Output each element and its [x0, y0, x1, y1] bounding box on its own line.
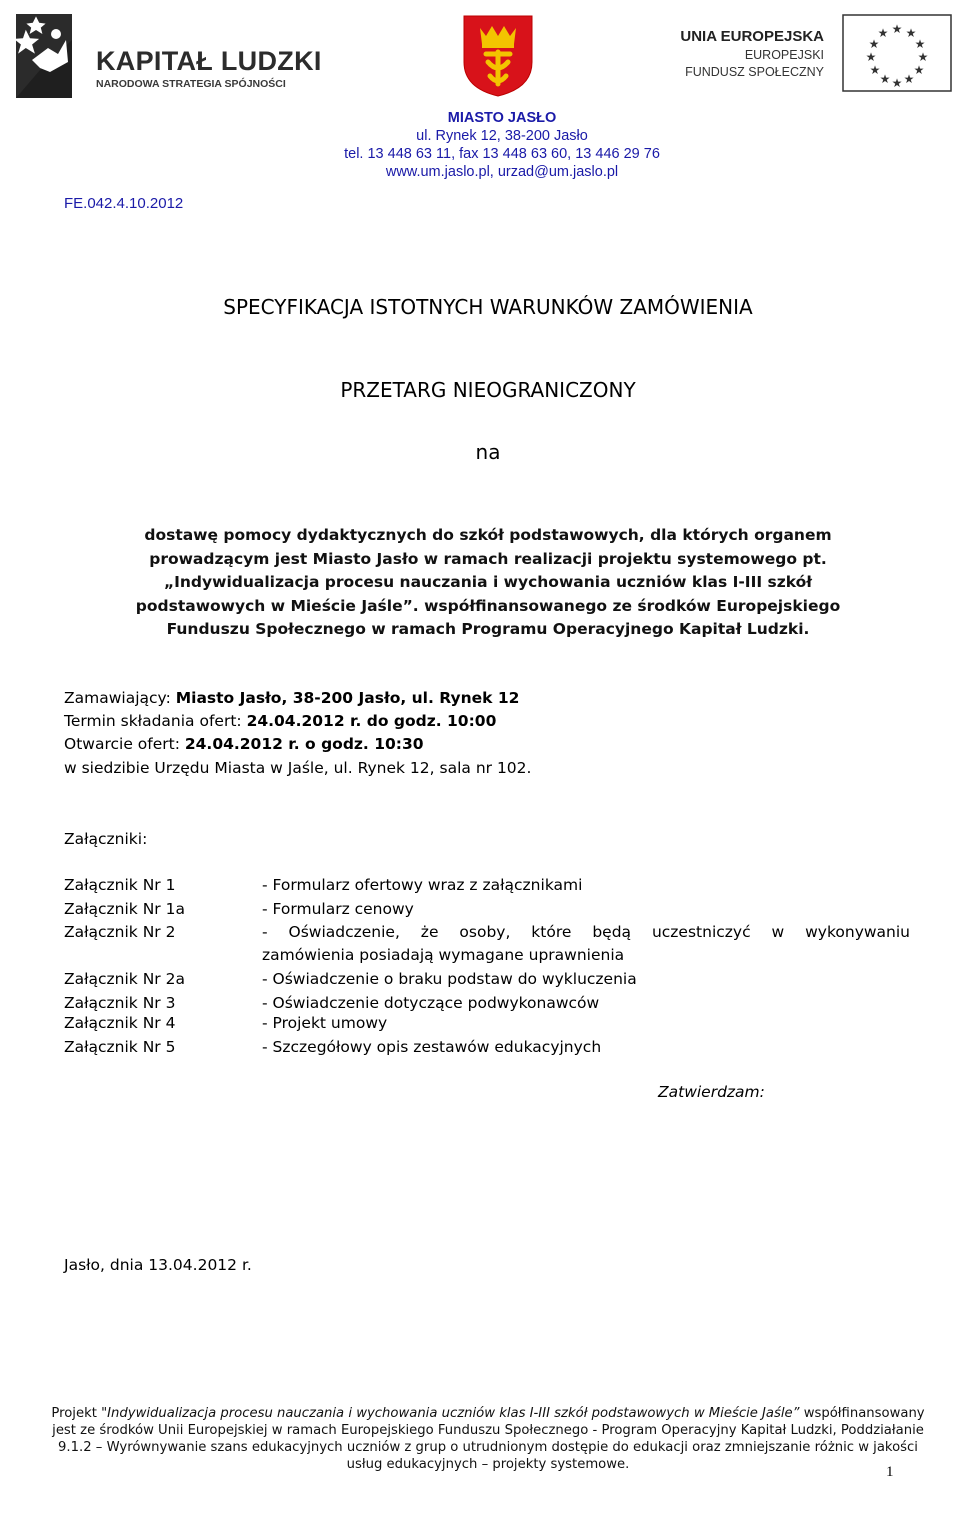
attachment-desc: - Oświadczenie o braku podstaw do wykluczenia — [262, 970, 637, 988]
attachment-name: Załącznik Nr 1 — [64, 876, 176, 894]
attachment-name: Załącznik Nr 3 — [64, 994, 176, 1012]
deadline-line — [64, 710, 496, 732]
footer-text: Projekt " — [51, 1406, 108, 1421]
svg-text:★: ★ — [891, 22, 903, 36]
svg-text:★: ★ — [877, 26, 889, 40]
eu-logo-line2: EUROPEJSKI — [744, 48, 824, 62]
footer-project-title: Indywidualizacja procesu nauczania i wychowania uczniów klas I-III szkół podstawowych w Mieście Jaśle” — [107, 1406, 800, 1421]
svg-text:★: ★ — [869, 63, 881, 77]
deadline-value: 24.04.2012 r. do godz. 10:00 — [246, 712, 497, 730]
opening-label: Otwarcie ofert: — [64, 735, 185, 753]
orderer-value: Miasto Jasło, 38-200 Jasło, ul. Rynek 12 — [175, 689, 520, 707]
attachment-name: Załącznik Nr 1a — [64, 900, 185, 918]
footer-line4: usług edukacyjnych – projekty systemowe. — [346, 1457, 630, 1472]
footer-line3: 9.1.2 – Wyrównywanie szans edukacyjnych uczniów z grup o utrudnionym dostępie do edukacji oraz zmniejszanie różnic w jakości — [58, 1440, 918, 1455]
deadline-label: Termin składania ofert: — [64, 712, 247, 730]
subject-line: prowadzącym jest Miasto Jasło w ramach realizacji projektu systemowego pt. — [149, 549, 827, 568]
svg-text:★: ★ — [868, 37, 880, 51]
contact-block — [282, 109, 722, 181]
city-name: MIASTO JASŁO — [447, 110, 557, 126]
opening-value: 24.04.2012 r. o godz. 10:30 — [184, 735, 424, 753]
document-title: SPECYFIKACJA ISTOTNYCH WARUNKÓW ZAMÓWIENIA — [223, 295, 753, 319]
attachment-desc-continued: zamówienia posiadają wymagane uprawnienia — [262, 946, 625, 964]
kapital-ludzki-subtitle: NARODOWA STRATEGIA SPÓJNOŚCI — [96, 78, 286, 90]
attachment-desc: - Projekt umowy — [262, 1014, 388, 1032]
reference-number: FE.042.4.10.2012 — [64, 195, 184, 212]
approval-label: Zatwierdzam: — [658, 1083, 765, 1101]
orderer-line — [64, 687, 519, 709]
subject-paragraph — [100, 524, 876, 642]
footer-text: współfinansowany — [799, 1406, 925, 1421]
svg-text:★: ★ — [914, 37, 926, 51]
coat-of-arms-icon — [462, 14, 534, 98]
attachment-desc: - Formularz ofertowy wraz z załącznikami — [262, 876, 583, 894]
attachment-name: Załącznik Nr 2 — [64, 923, 176, 941]
orderer-label: Zamawiający: — [64, 689, 176, 707]
page-number: 1 — [886, 1464, 894, 1480]
title-na: na — [475, 440, 501, 464]
eu-social-fund-logo — [680, 14, 952, 92]
attachment-desc: - Formularz cenowy — [262, 900, 414, 918]
attachment-name: Załącznik Nr 4 — [64, 1014, 176, 1032]
attachment-name: Załącznik Nr 5 — [64, 1038, 176, 1056]
attachment-desc: - Oświadczenie, że osoby, które będą uczestniczyć w wykonywaniu — [262, 923, 910, 941]
subject-line: Funduszu Społecznego w ramach Programu Operacyjnego Kapitał Ludzki. — [166, 620, 810, 638]
jaslo-crest-logo — [462, 14, 534, 98]
eu-flag-icon — [842, 14, 952, 92]
subject-line: podstawowych w Mieście Jaśle”. współfinansowanego ze środków Europejskiego — [135, 596, 841, 615]
opening-line — [64, 733, 424, 755]
attachments-heading: Załączniki: — [64, 830, 148, 848]
footer-line2: jest ze środków Unii Europejskiej w ramach Europejskiego Funduszu Społecznego - Program Operacyjny Kapitał Ludzki, Poddziałanie — [52, 1423, 924, 1438]
subject-line: dostawę pomocy dydaktycznych do szkół podstawowych, dla których organem — [144, 526, 832, 544]
svg-text:★: ★ — [891, 76, 903, 90]
svg-text:★: ★ — [865, 50, 877, 64]
attachment-name: Załącznik Nr 2a — [64, 970, 185, 988]
kapital-ludzki-title: KAPITAŁ LUDZKI — [96, 46, 322, 76]
svg-text:★: ★ — [905, 26, 917, 40]
footer-line1 — [0, 1405, 960, 1422]
location-line: w siedzibie Urzędu Miasta w Jaśle, ul. Rynek 12, sala nr 102. — [64, 759, 532, 777]
eu-logo-line1: UNIA EUROPEJSKA — [680, 28, 824, 45]
web-email: www.um.jaslo.pl, urzad@um.jaslo.pl — [385, 164, 619, 180]
svg-text:★: ★ — [913, 63, 925, 77]
phone-fax: tel. 13 448 63 11, fax 13 448 63 60, 13 446 29 76 — [344, 146, 660, 162]
attachment-desc: - Szczegółowy opis zestawów edukacyjnych — [262, 1038, 602, 1056]
address: ul. Rynek 12, 38-200 Jasło — [416, 128, 588, 144]
procedure-title: PRZETARG NIEOGRANICZONY — [340, 378, 636, 402]
eu-logo-line3: FUNDUSZ SPOŁECZNY — [685, 65, 824, 79]
attachment-desc: - Oświadczenie dotyczące podwykonawców — [262, 994, 600, 1012]
footer — [0, 1405, 960, 1473]
svg-text:★: ★ — [917, 50, 929, 64]
subject-line: „Indywidualizacja procesu nauczania i wychowania uczniów klas I-III szkół — [163, 573, 813, 591]
kapital-ludzki-emblem-icon — [10, 10, 90, 100]
kapital-ludzki-logo — [10, 10, 322, 100]
place-and-date: Jasło, dnia 13.04.2012 r. — [64, 1256, 252, 1274]
svg-text:★: ★ — [879, 72, 891, 86]
svg-text:★: ★ — [903, 72, 915, 86]
